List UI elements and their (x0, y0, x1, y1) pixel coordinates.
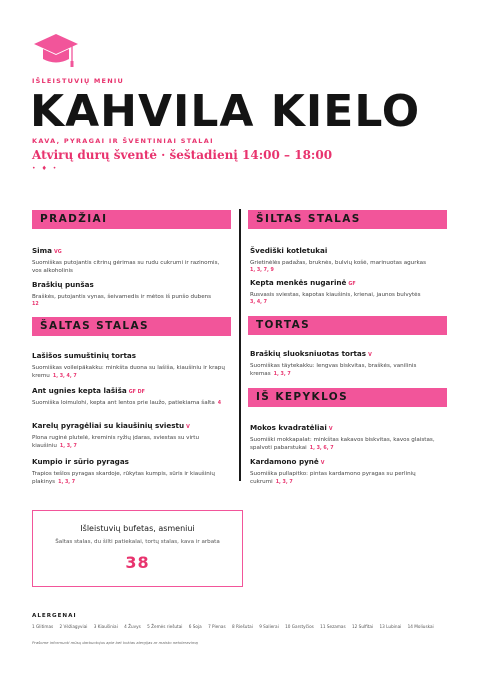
item-name: Braškių punšas (32, 280, 94, 289)
allergen-item: 5 Žemės riešutai (147, 624, 183, 629)
item-name: Kepta menkės nugarinė (250, 278, 347, 287)
allergen-item: 1 Glitimas (32, 624, 54, 629)
item-name: Karelų pyragėliai su kiaušinių sviestu (32, 421, 185, 430)
item-name: Lašišos sumuštinių tortas (32, 351, 137, 360)
item-name: Ant ugnies kepta lašiša (32, 386, 127, 395)
item-description: Plona ruginė plutelė, kreminis ryžių įdaras, sviestas su virtu kiaušiniu (32, 435, 200, 450)
section-header-kepykla (248, 388, 447, 407)
menu-item (250, 449, 446, 488)
item-description: Grietinėlės padažas, bruknės, bulvių košė, marinuotas agurkas (250, 260, 427, 266)
item-description: Suomiškas putojantis citrinų gėrimas su rudu cukrumi ir razinomis, vos alkoholinis (32, 260, 220, 275)
menu-item (32, 449, 230, 488)
allergen-item: 2 Vėžiagyviai (59, 624, 88, 629)
section-header-tortas (248, 316, 447, 335)
section-title: ŠILTAS STALAS (256, 213, 361, 225)
menu-item (32, 343, 230, 382)
section-title: PRADŽIAI (40, 213, 108, 225)
allergen-item: 7 Pienas (208, 624, 226, 629)
item-allergens: 3, 4, 7 (250, 300, 267, 306)
item-allergens: 4 (217, 401, 222, 406)
item-name: Sima (32, 246, 52, 255)
item-allergens: 1, 3, 7 (59, 444, 77, 450)
diet-tag: V (328, 427, 333, 432)
brand-tagline: KAVA, PYRAGAI IR ŠVENTINIAI STALAI (32, 137, 214, 145)
allergen-item: 9 Salierai (259, 624, 279, 629)
diet-tag: V (320, 461, 325, 466)
allergens-note: Prašome informuoti mūsų darbuotojus apie bet kokias alergijas ar maisto netoleravimą (32, 640, 198, 645)
decorative-dots: • ♦ • (32, 165, 59, 172)
allergen-item: 13 Lubinai (379, 624, 402, 629)
allergen-item: 10 Garstyčios (285, 624, 314, 629)
buffet-title: Išleistuvių bufetas, asmeniui (80, 524, 195, 533)
item-allergens: 1, 3, 7 (275, 480, 293, 486)
item-name: Kumpio ir sūrio pyragas (32, 457, 129, 466)
section-header-siltas (248, 210, 447, 229)
buffet-price-box (32, 510, 243, 587)
allergen-item: 12 Sulfitai (352, 624, 374, 629)
diet-tag: V (368, 353, 372, 358)
item-description: Suomiškas voileipäkakku: minkšta duona su lašiša, kiaušiniu ir krapų kremu (32, 365, 225, 380)
diet-tag: GF (348, 282, 356, 287)
menu-item (32, 413, 230, 452)
graduation-cap-icon (32, 28, 80, 76)
menu-item (250, 238, 446, 273)
section-header-pradziai (32, 210, 231, 229)
menu-item (32, 378, 230, 408)
section-title: TORTAS (256, 319, 311, 331)
item-description: Suomiška pullapitko: pintas kardamono pyragas su perlinių cukrumi (250, 471, 416, 486)
item-description: Trapios tešlos pyragas skardoje, rūkytas kumpis, sūris ir kiaušinių plakinys (32, 471, 215, 486)
buffet-description: Šaltas stalas, du šilti patiekalai, tortų stalas, kava ir arbata (55, 539, 220, 545)
item-name: Braškių sluoksniuotas tortas (250, 349, 367, 358)
item-description: Braškės, putojantis vynas, šeivamedis ir mėtos iš punšo dubens (32, 294, 212, 300)
brand-title: KAHVILA KIELO (30, 86, 421, 137)
allergen-item: 4 Žuvys (124, 624, 141, 629)
item-allergens: 1, 3, 4, 7 (52, 374, 77, 380)
menu-eyebrow: IŠLEISTUVIŲ MENIU (32, 77, 124, 85)
allergen-item: 14 Moliuskai (407, 624, 434, 629)
diet-tag: GF DF (128, 390, 145, 395)
allergens-list (32, 624, 452, 631)
allergens-title: ALERGENAI (32, 613, 77, 619)
item-name: Kardamono pynė (250, 457, 319, 466)
item-allergens: 1, 3, 7, 9 (250, 268, 274, 274)
item-allergens: 1, 3, 7 (273, 372, 291, 378)
menu-item (250, 341, 446, 380)
item-description: Suomiški mokkapalat: minkštas kakavos biskvitas, kavos glaistas, spalvoti pabarstukai (250, 437, 435, 452)
column-divider (239, 209, 241, 481)
section-title: IŠ KEPYKLOS (256, 391, 349, 403)
event-line: Atvirų durų šventė · šeštadienį 14:00 – 18:00 (32, 148, 333, 162)
allergen-item: 11 Sezamas (320, 624, 346, 629)
diet-tag: V (186, 425, 190, 430)
diet-tag: VG (53, 250, 62, 255)
menu-item (250, 270, 446, 305)
item-allergens: 1, 3, 6, 7 (309, 446, 334, 452)
item-name: Mokos kvadratėliai (250, 423, 327, 432)
allergen-item: 8 Riešutai (231, 624, 253, 629)
item-description: Suomiška loimulohi, kepta ant lentos prie laužo, patiekiama šalta (32, 400, 215, 406)
item-allergens: 1, 3, 7 (58, 480, 76, 486)
item-allergens: 12 (32, 302, 39, 308)
allergen-item: 3 Kiaušiniai (93, 624, 118, 629)
menu-item (32, 272, 230, 307)
menu-item (250, 415, 446, 454)
item-description: Suomiškas täytekakku: lengvas biskvitas, braškės, vanilinis kremas (250, 363, 417, 378)
section-header-saltas (32, 317, 231, 336)
buffet-price: 38 (125, 553, 150, 572)
item-description: Rusvasis sviestas, kapotas kiaušinis, krienai, jaunos bulvytės (250, 292, 421, 298)
section-title: ŠALTAS STALAS (40, 320, 149, 332)
allergen-item: 6 Soja (188, 624, 202, 629)
menu-item (32, 238, 230, 276)
item-name: Švediški kotletukai (250, 246, 328, 255)
